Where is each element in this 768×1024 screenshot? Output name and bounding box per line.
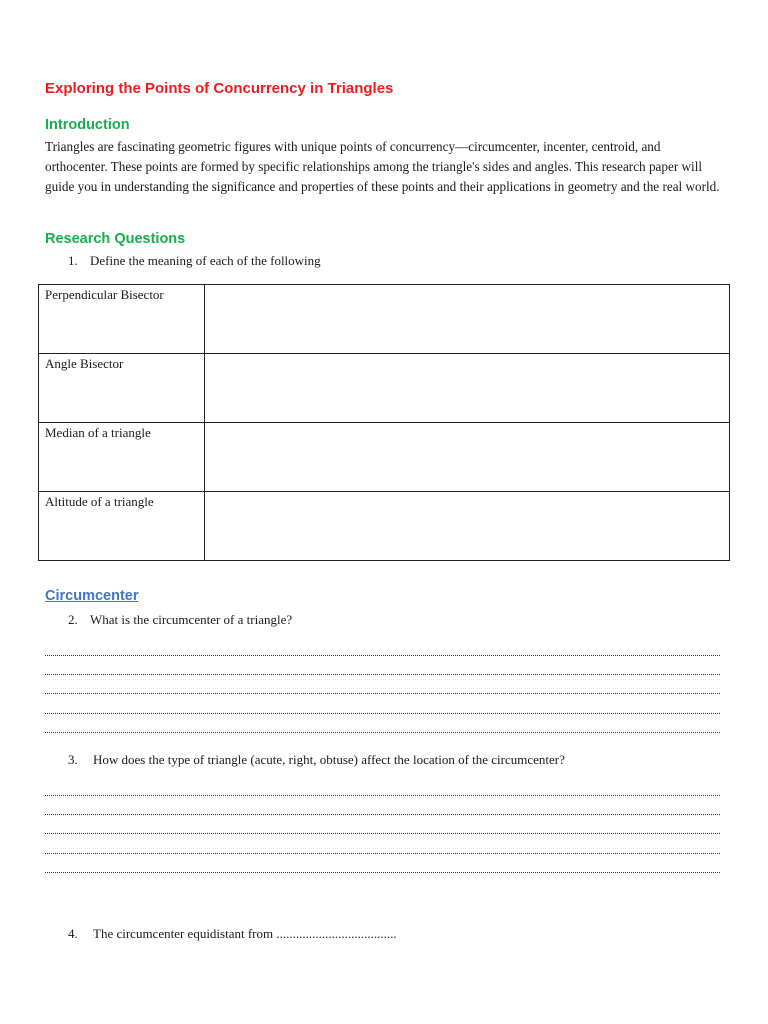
answer-line[interactable] <box>45 833 720 834</box>
question-4 <box>68 926 397 942</box>
answer-line[interactable] <box>45 732 720 733</box>
term-perpendicular-bisector: Perpendicular Bisector <box>39 285 205 354</box>
question-4-blank[interactable]: ..................................... <box>276 926 397 941</box>
answer-line[interactable] <box>45 674 720 675</box>
question-3-number: 3. <box>68 752 78 767</box>
question-1-number: 1. <box>68 253 78 268</box>
table-row <box>39 492 730 561</box>
answer-line[interactable] <box>45 693 720 694</box>
definition-answer-cell[interactable] <box>205 423 730 492</box>
question-2-text: What is the circumcenter of a triangle? <box>90 612 293 627</box>
research-questions-heading: Research Questions <box>45 231 186 247</box>
term-median: Median of a triangle <box>39 423 205 492</box>
definitions-table <box>38 284 730 561</box>
circumcenter-heading: Circumcenter <box>45 588 139 604</box>
question-3-text: How does the type of triangle (acute, right, obtuse) affect the location of the circumcenter? <box>93 752 565 767</box>
introduction-paragraph: Triangles are fascinating geometric figures with unique points of concurrency—circumcenter, incenter, centroid, and orthocenter. These points are formed by specific relationships among the triangle's sides and angles. This research paper will guide you in understanding the significance and properties of these points and their applications in geometry and the real world. <box>45 139 720 194</box>
answer-line[interactable] <box>45 872 720 873</box>
answer-line[interactable] <box>45 795 720 796</box>
table-row <box>39 423 730 492</box>
table-row <box>39 354 730 423</box>
term-altitude: Altitude of a triangle <box>39 492 205 561</box>
question-4-text: The circumcenter equidistant from <box>93 926 274 941</box>
question-4-number: 4. <box>68 926 78 941</box>
answer-line[interactable] <box>45 713 720 714</box>
document-title: Exploring the Points of Concurrency in Triangles <box>45 80 394 97</box>
introduction-heading: Introduction <box>45 117 130 133</box>
question-2-number: 2. <box>68 612 78 627</box>
question-3 <box>68 752 565 768</box>
table-row <box>39 285 730 354</box>
definition-answer-cell[interactable] <box>205 285 730 354</box>
question-1-text: Define the meaning of each of the following <box>90 253 321 268</box>
answer-line[interactable] <box>45 814 720 815</box>
definition-answer-cell[interactable] <box>205 354 730 423</box>
term-angle-bisector: Angle Bisector <box>39 354 205 423</box>
question-1 <box>68 253 321 269</box>
answer-line[interactable] <box>45 853 720 854</box>
answer-line[interactable] <box>45 655 720 656</box>
question-2 <box>68 612 292 628</box>
definition-answer-cell[interactable] <box>205 492 730 561</box>
